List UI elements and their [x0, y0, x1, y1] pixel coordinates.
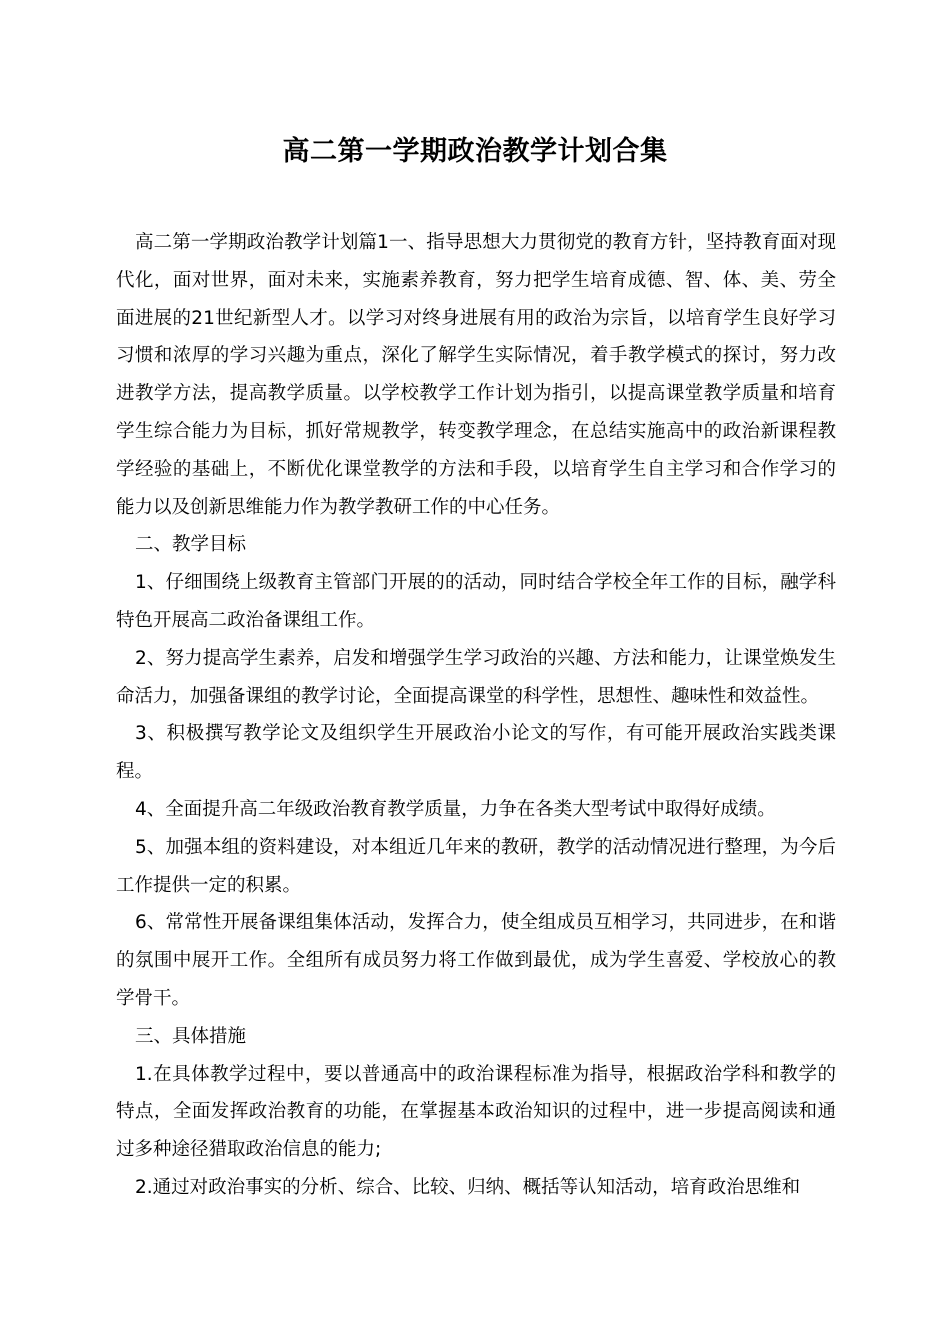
goal-item-5: 5、加强本组的资料建设，对本组近几年来的教研，教学的活动情况进行整理，为今后工作提供一定的积累。: [116, 836, 836, 896]
goal-item-2: 2、努力提高学生素养，启发和增强学生学习政治的兴趣、方法和能力，让课堂焕发生命活力，加强备课组的教学讨论，全面提高课堂的科学性，思想性、趣味性和效益性。: [116, 647, 836, 707]
heading-teaching-goals: 二、教学目标: [135, 534, 247, 556]
goal-item-1: 1、仔细围绕上级教育主管部门开展的的活动，同时结合学校全年工作的目标，融学科特色开展高二政治备课组工作。: [116, 572, 836, 631]
goal-item-6: 6、常常性开展备课组集体活动，发挥合力，使全组成员互相学习，共同进步，在和谐的氛围中展开工作。全组所有成员努力将工作做到最优，成为学生喜爱、学校放心的教学骨干。: [116, 912, 836, 1009]
goal-item-3: 3、积极撰写教学论文及组织学生开展政治小论文的写作，有可能开展政治实践类课程。: [116, 723, 836, 783]
document-body: [116, 224, 836, 1207]
measure-item-1: 1.在具体教学过程中，要以普通高中的政治课程标准为指导，根据政治学科和教学的特点，全面发挥政治教育的功能，在掌握基本政治知识的过程中，进一步提高阅读和通过多种途径猎取政治信息的能力;: [116, 1063, 836, 1161]
goal-item-4: 4、全面提升高二年级政治教育教学质量，力争在各类大型考试中取得好成绩。: [135, 798, 776, 820]
paragraph-guiding-ideology: 高二第一学期政治教学计划篇1一、指导思想大力贯彻党的教育方针，坚持教育面对现代化，面对世界，面对未来，实施素养教育，努力把学生培育成德、智、体、美、劳全面进展的21世纪新型人才。以学习对终身进展有用的政治为宗旨，以培育学生良好学习习惯和浓厚的学习兴趣为重点，深化了解学生实际情况，着手教学模式的探讨，努力改进教学方法，提高教学质量。以学校教学工作计划为指引，以提高课堂教学质量和培育学生综合能力为目标，抓好常规教学，转变教学理念，在总结实施高中的政治新课程教学经验的基础上，不断优化课堂教学的方法和手段，以培育学生自主学习和合作学习的能力以及创新思维能力作为教学教研工作的中心任务。: [116, 232, 836, 518]
measure-item-2: 2.通过对政治事实的分析、综合、比较、归纳、概括等认知活动，培育政治思维和: [135, 1176, 801, 1198]
heading-specific-measures: 三、具体措施: [135, 1025, 247, 1047]
document-title: 高二第一学期政治教学计划合集: [282, 136, 668, 167]
